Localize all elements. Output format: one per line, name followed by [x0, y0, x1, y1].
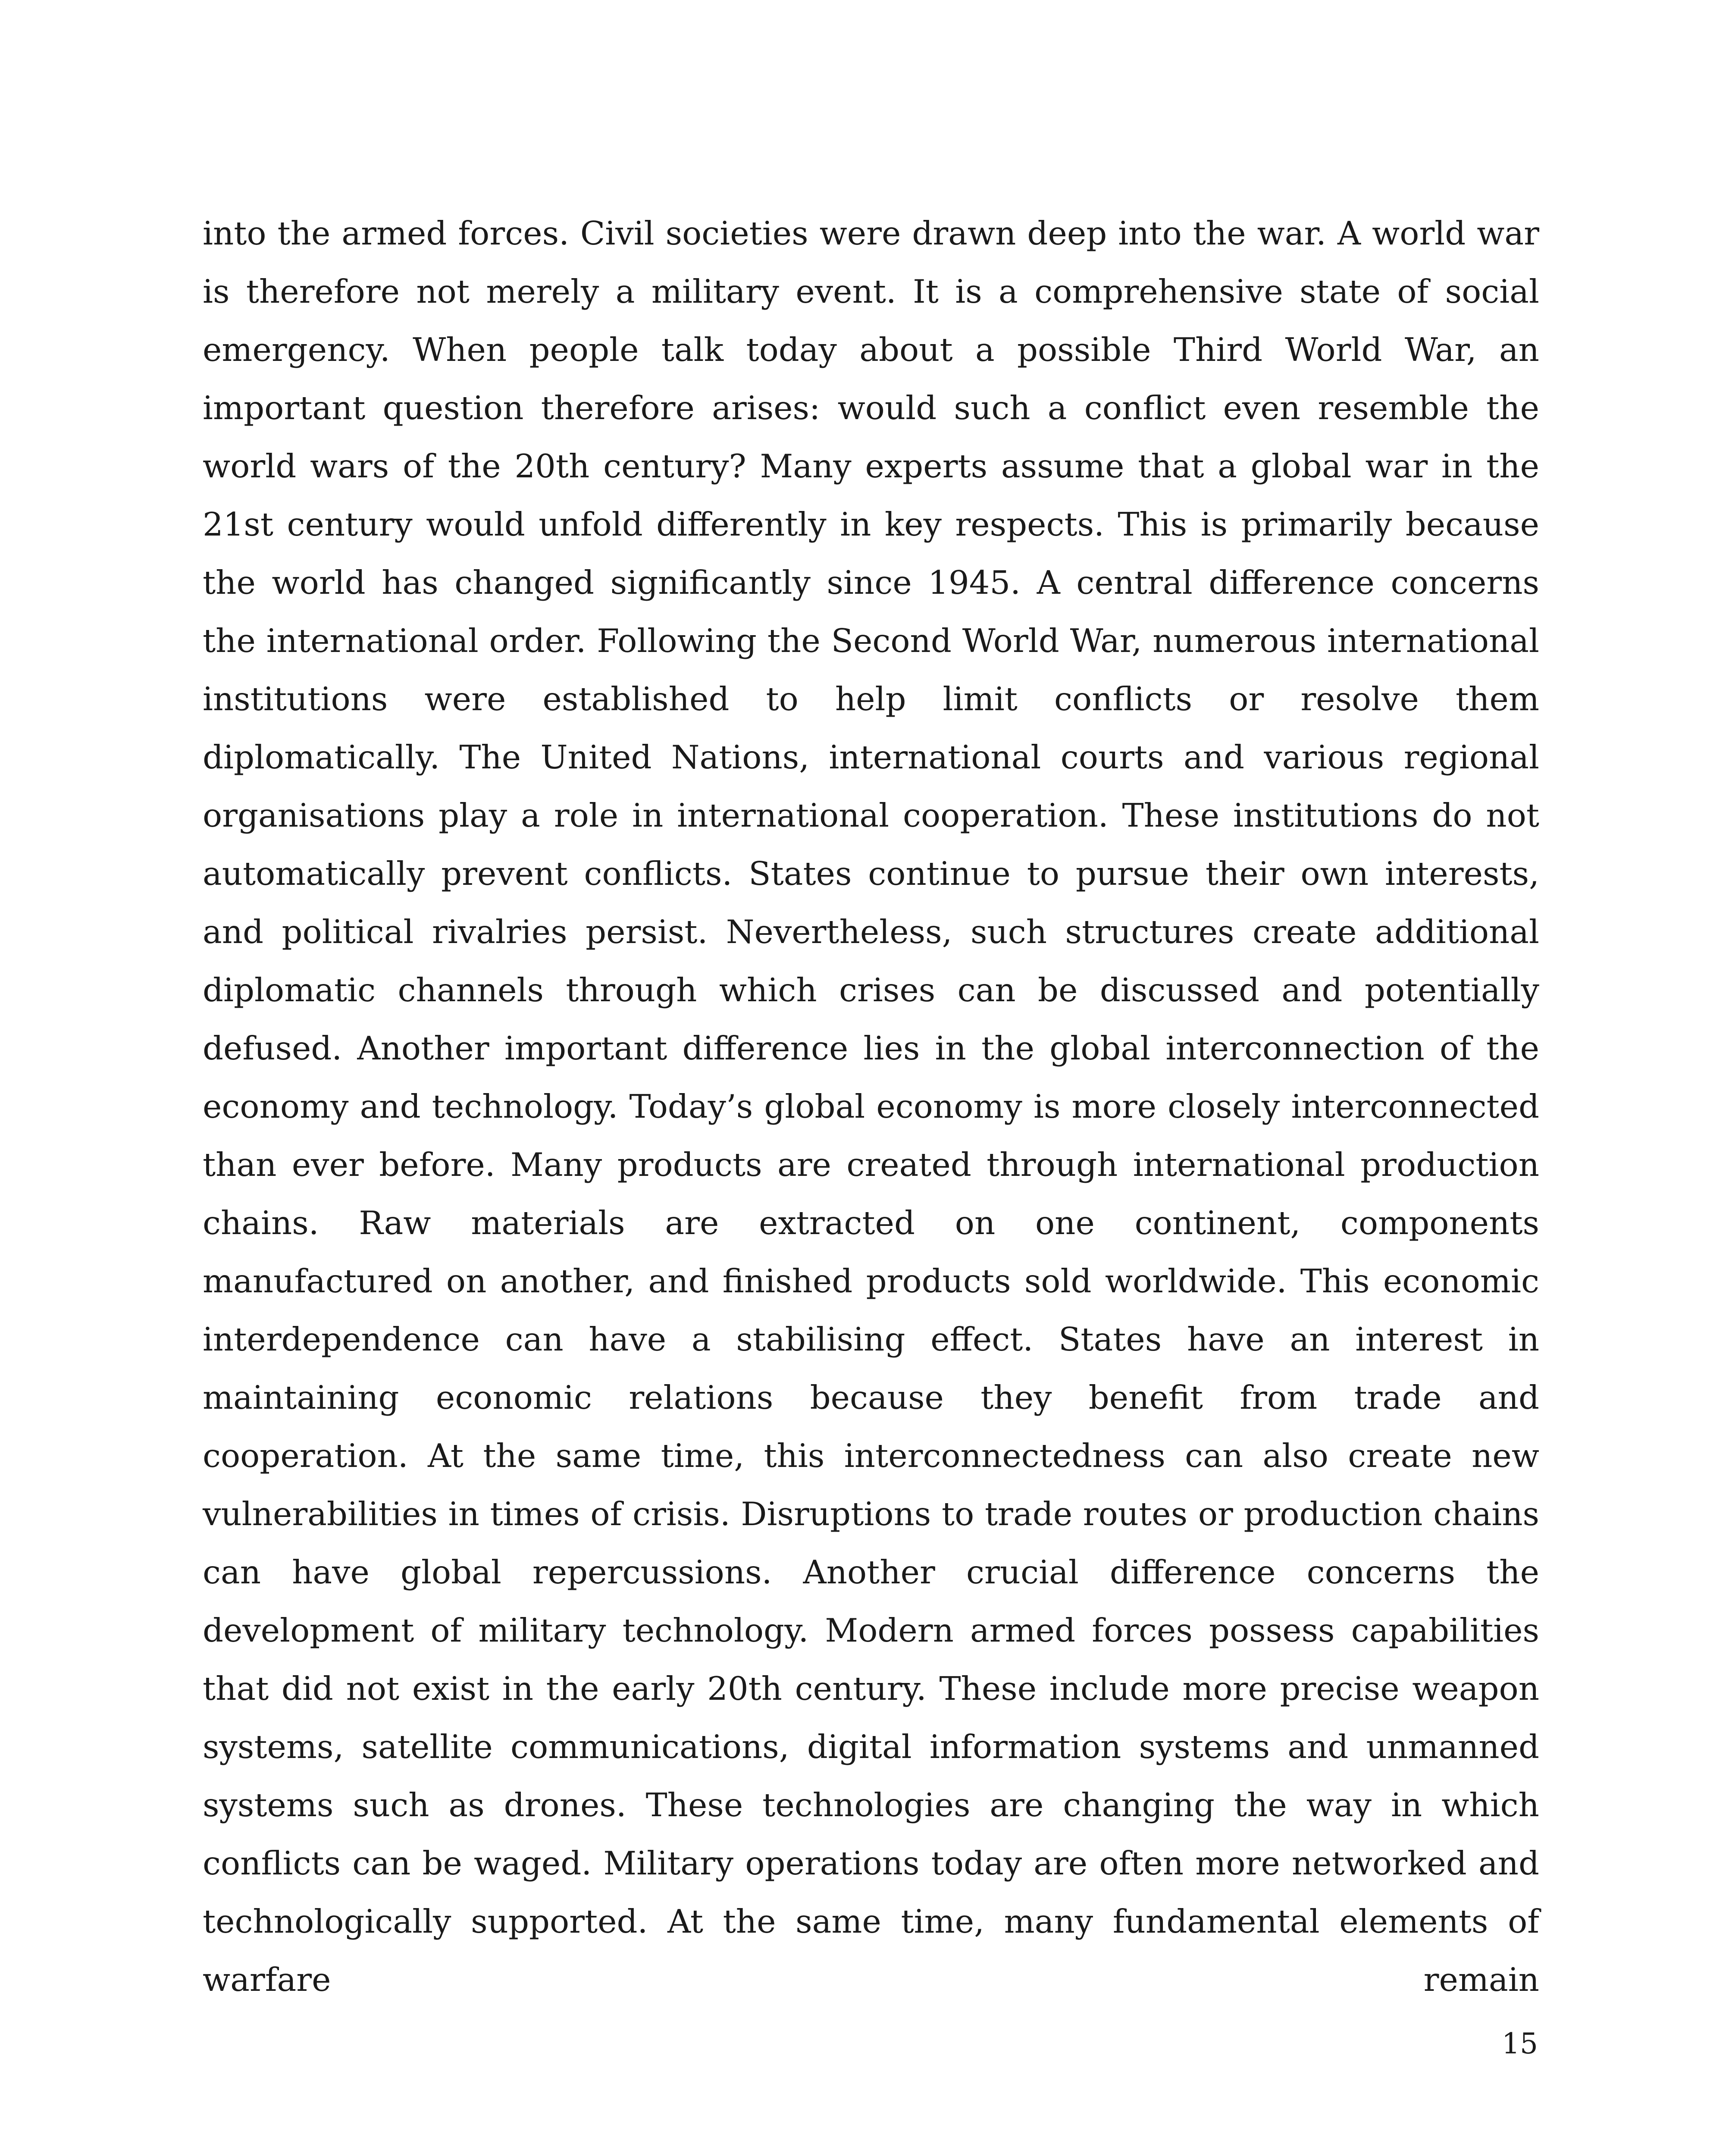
body-paragraph: into the armed forces. Civil societies were drawn deep into the war. A world war is therefore not merely a military event. It is a comprehensive state of social emergency. When people talk today about a possible Third World War, an important question therefore arises: would such a conflict even resemble the world wars of the 20th century? Many experts assume that a global war in the 21st century would unfold differently in key respects. This is primarily because the world has changed significantly since 1945. A central difference concerns the international order. Following the Second World War, numerous international institutions were established to help limit conflicts or resolve them diplomatically. The United Nations, international courts and various regional organisations play a role in international cooperation. These institutions do not automatically prevent conflicts. States continue to pursue their own interests, and political rivalries persist. Nevertheless, such structures create additional diplomatic channels through which crises can be discussed and potentially defused. Another important difference lies in the global interconnection of the economy and technology. Today’s global economy is more closely interconnected than ever before. Many products are created through international production chains. Raw materials are extracted on one continent, components manufactured on another, and finished products sold worldwide. This economic interdependence can have a stabilising effect. States have an interest in maintaining economic relations because they benefit from trade and cooperation. At the same time, this interconnectedness can also create new vulnerabilities in times of crisis. Disruptions to trade routes or production chains can have global repercussions. Another crucial difference concerns the development of military technology. Modern armed forces possess capabilities that did not exist in the early 20th century. These include more precise weapon systems, satellite communications, digital information systems and unmanned systems such as drones. These technologies are changing the way in which conflicts can be waged. Military operations today are often more networked and technologically supported. At the same time, many fundamental elements of warfare remain	[203, 214, 1539, 1999]
page-number: 15	[1502, 2027, 1538, 2060]
